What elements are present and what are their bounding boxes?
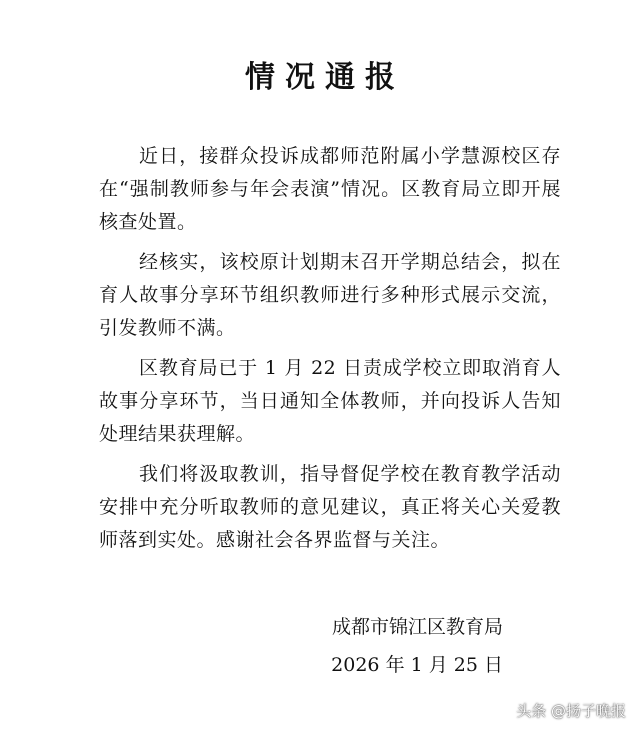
document-body bbox=[99, 140, 561, 564]
signature-block bbox=[331, 608, 503, 684]
paragraph-1: 近日，接群众投诉成都师范附属小学慧源校区存在“强制教师参与年会表演”情况。区教育局立即开展核查处置。 bbox=[99, 145, 561, 233]
paragraph-4: 我们将汲取教训，指导督促学校在教育教学活动安排中充分听取教师的意见建议，真正将关心关爱教师落到实处。感谢社会各界监督与关注。 bbox=[99, 463, 561, 551]
paragraph-3: 区教育局已于 1 月 22 日责成学校立即取消育人故事分享环节，当日通知全体教师，并向投诉人告知处理结果获理解。 bbox=[99, 357, 561, 445]
issuer-name: 成都市锦江区教育局 bbox=[331, 616, 503, 638]
paragraph-2: 经核实，该校原计划期末召开学期总结会，拟在育人故事分享环节组织教师进行多种形式展示交流，引发教师不满。 bbox=[99, 251, 561, 339]
watermark: 头条 @扬子晚报 bbox=[516, 702, 626, 720]
issue-date: 2026 年 1 月 25 日 bbox=[331, 654, 503, 676]
document-title: 情况通报 bbox=[245, 60, 405, 95]
